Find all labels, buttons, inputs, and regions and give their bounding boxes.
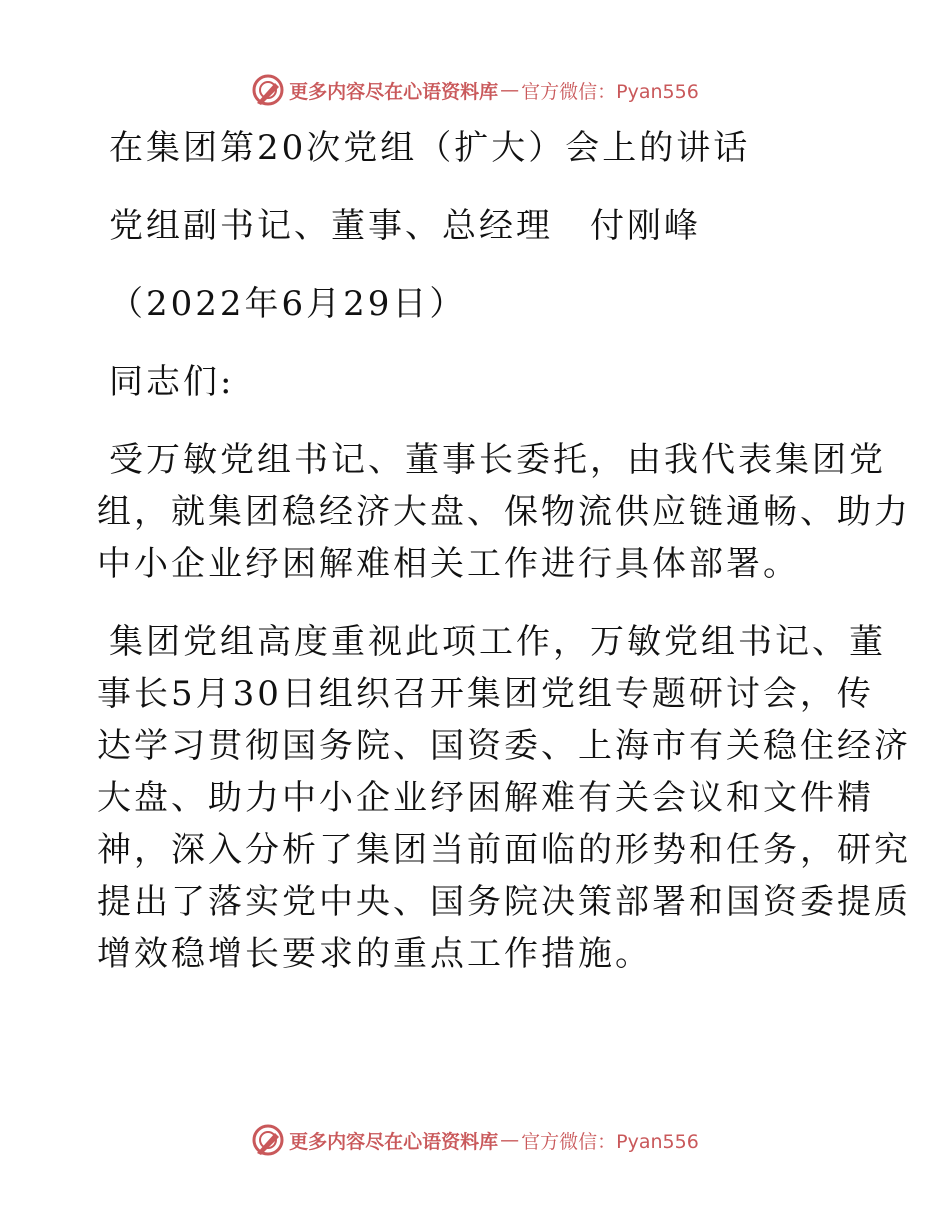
paragraph-line: 事长5月30日组织召开集团党组专题研讨会，传 <box>97 674 874 714</box>
doc-date: （2022年6月29日） <box>109 284 467 324</box>
paragraph-2 <box>97 616 911 980</box>
watermark-separator: — <box>500 79 520 101</box>
paragraph-line: 大盘、助力中小企业纾困解难有关会议和文件精 <box>97 778 874 818</box>
paragraph-line: 受万敏党组书记、董事长委托，由我代表集团党 <box>109 440 886 480</box>
pen-logo-icon <box>251 1123 285 1157</box>
paragraph-1 <box>97 434 911 590</box>
watermark-banner-top <box>0 70 950 110</box>
doc-salutation: 同志们: <box>109 362 235 402</box>
pen-logo-icon <box>251 73 285 107</box>
watermark-separator: — <box>500 1129 520 1151</box>
paragraph-line: 提出了落实党中央、国务院决策部署和国资委提质 <box>97 882 911 922</box>
doc-speaker: 党组副书记、董事、总经理 付刚峰 <box>109 206 701 246</box>
watermark-banner-bottom <box>0 1120 950 1160</box>
doc-title: 在集团第20次党组（扩大）会上的讲话 <box>109 128 751 168</box>
watermark-brand: 更多内容尽在心语资料库 <box>289 80 499 103</box>
watermark-official: 官方微信：Pyan556 <box>521 1130 699 1153</box>
paragraph-line: 神，深入分析了集团当前面临的形势和任务，研究 <box>97 830 911 870</box>
paragraph-line: 增效稳增长要求的重点工作措施。 <box>97 934 652 974</box>
watermark-brand: 更多内容尽在心语资料库 <box>289 1130 499 1153</box>
paragraph-line: 达学习贯彻国务院、国资委、上海市有关稳住经济 <box>97 726 911 766</box>
paragraph-line: 集团党组高度重视此项工作，万敏党组书记、董 <box>109 622 886 662</box>
document-body <box>97 122 911 980</box>
watermark-official: 官方微信：Pyan556 <box>521 80 699 103</box>
paragraph-line: 组，就集团稳经济大盘、保物流供应链通畅、助力 <box>97 492 911 532</box>
paragraph-line: 中小企业纾困解难相关工作进行具体部署。 <box>97 544 800 584</box>
